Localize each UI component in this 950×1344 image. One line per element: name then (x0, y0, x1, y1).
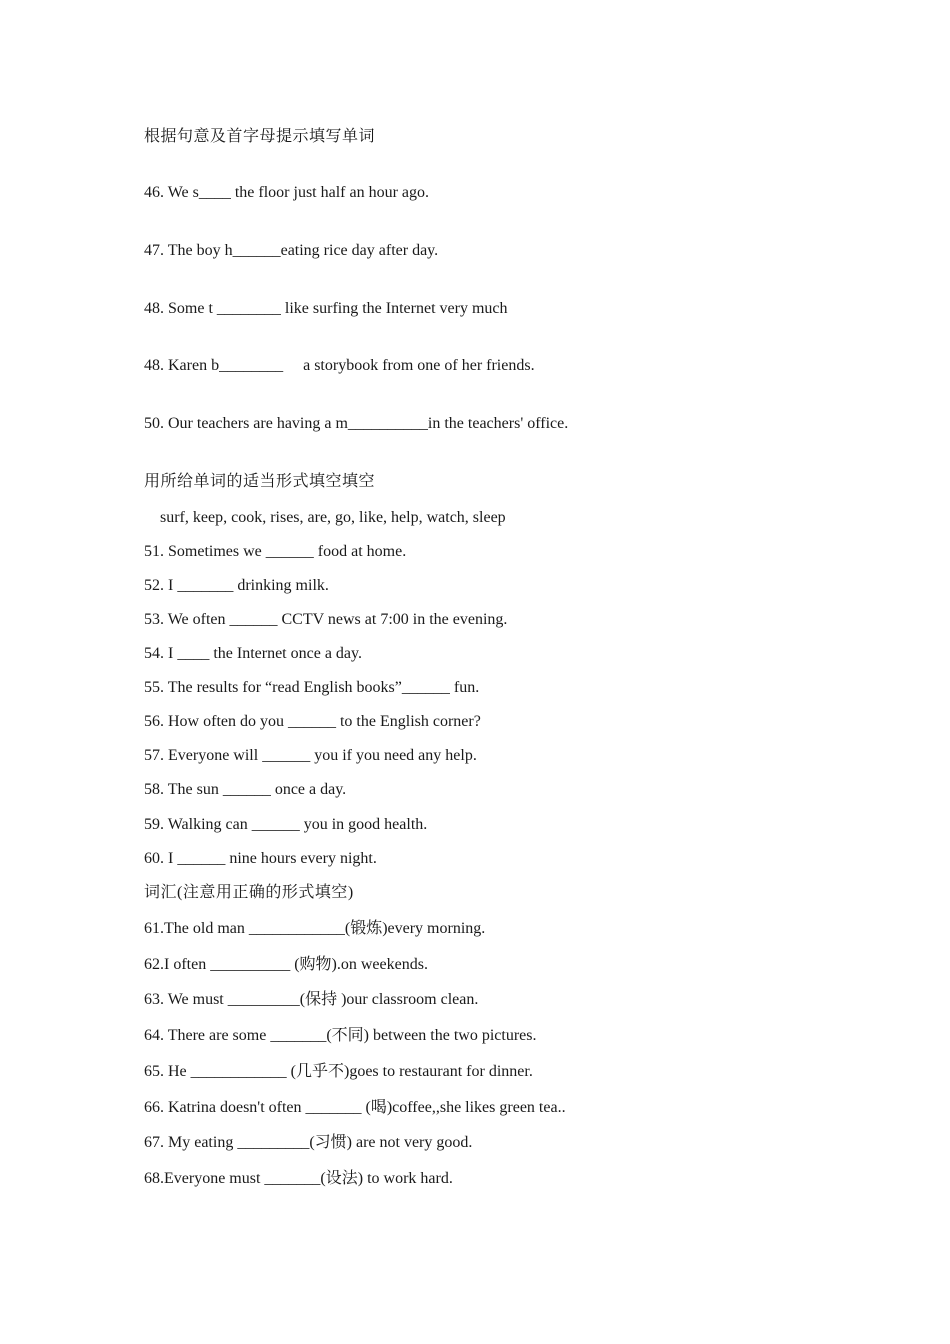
question-64: 64. There are some _______(不同) between the two pictures. (144, 1027, 537, 1044)
question-59: 59. Walking can ______ you in good health. (144, 816, 428, 833)
section3-heading: 词汇(注意用正确的形式填空) (144, 884, 354, 901)
question-60: 60. I ______ nine hours every night. (144, 850, 377, 867)
question-50: 50. Our teachers are having a m__________in the teachers' office. (144, 415, 569, 432)
question-46: 46. We s____ the floor just half an hour ago. (144, 184, 430, 201)
question-61: 61.The old man ____________(锻炼)every morning. (144, 920, 486, 937)
section2-heading: 用所给单词的适当形式填空填空 (144, 473, 376, 490)
question-66: 66. Katrina doesn't often _______ (喝)coffee,,she likes green tea.. (144, 1099, 566, 1116)
question-68: 68.Everyone must _______(设法) to work hard. (144, 1170, 453, 1187)
question-58: 58. The sun ______ once a day. (144, 781, 347, 798)
question-48a: 48. Some t ________ like surfing the Internet very much (144, 300, 508, 317)
question-56: 56. How often do you ______ to the English corner? (144, 713, 481, 730)
question-57: 57. Everyone will ______ you if you need any help. (144, 747, 477, 764)
word-bank: surf, keep, cook, rises, are, go, like, help, watch, sleep (160, 509, 506, 526)
question-51: 51. Sometimes we ______ food at home. (144, 543, 407, 560)
question-53: 53. We often ______ CCTV news at 7:00 in the evening. (144, 611, 508, 628)
question-54: 54. I ____ the Internet once a day. (144, 645, 362, 662)
question-67: 67. My eating _________(习惯) are not very good. (144, 1134, 473, 1151)
question-62: 62.I often __________ (购物).on weekends. (144, 956, 428, 973)
question-65: 65. He ____________ (几乎不)goes to restaurant for dinner. (144, 1063, 533, 1080)
question-47: 47. The boy h______eating rice day after day. (144, 242, 439, 259)
question-63: 63. We must _________(保持 )our classroom clean. (144, 991, 479, 1008)
section1-heading: 根据句意及首字母提示填写单词 (144, 128, 376, 145)
question-52: 52. I _______ drinking milk. (144, 577, 329, 594)
question-48b: 48. Karen b________ a storybook from one of her friends. (144, 357, 535, 374)
question-55: 55. The results for “read English books”______ fun. (144, 679, 480, 696)
